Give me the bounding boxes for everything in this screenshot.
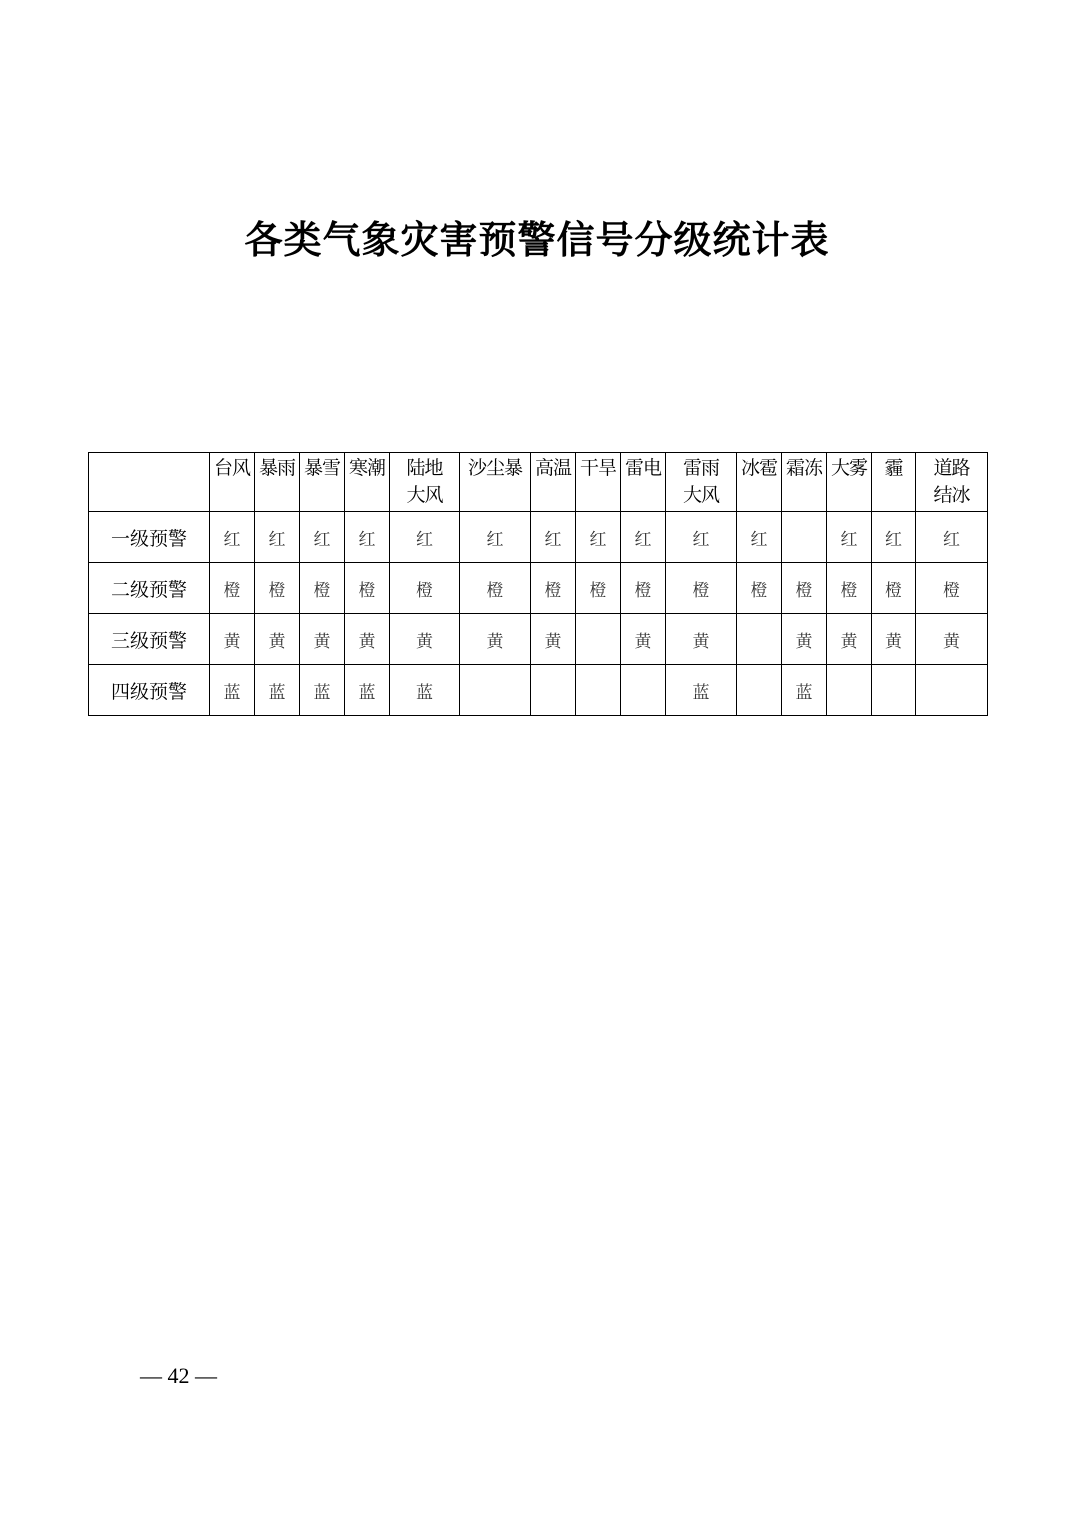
table-cell: 蓝 bbox=[782, 665, 827, 716]
column-header-line1: 寒潮 bbox=[348, 457, 385, 479]
table-cell: 橙 bbox=[210, 563, 255, 614]
table-cell: 橙 bbox=[737, 563, 782, 614]
column-header bbox=[737, 453, 782, 512]
table-row bbox=[89, 512, 988, 563]
column-header bbox=[666, 453, 737, 512]
table-cell bbox=[872, 665, 916, 716]
column-header bbox=[531, 453, 576, 512]
column-header-line1: 陆地 bbox=[406, 457, 443, 479]
table-cell: 红 bbox=[255, 512, 300, 563]
column-header bbox=[782, 453, 827, 512]
table-cell: 黄 bbox=[827, 614, 872, 665]
table-cell bbox=[576, 665, 621, 716]
table-cell: 红 bbox=[210, 512, 255, 563]
table-cell bbox=[621, 665, 666, 716]
table-cell: 黄 bbox=[390, 614, 460, 665]
page-number: — 42 — bbox=[140, 1363, 217, 1388]
table-cell: 红 bbox=[621, 512, 666, 563]
column-header bbox=[300, 453, 345, 512]
table-cell: 橙 bbox=[872, 563, 916, 614]
column-header bbox=[827, 453, 872, 512]
table-cell: 红 bbox=[916, 512, 988, 563]
table-cell bbox=[916, 665, 988, 716]
table-cell: 橙 bbox=[782, 563, 827, 614]
table-cell: 蓝 bbox=[255, 665, 300, 716]
document-title: 各类气象灾害预警信号分级统计表 bbox=[244, 217, 830, 262]
table-cell: 黄 bbox=[916, 614, 988, 665]
column-header bbox=[390, 453, 460, 512]
column-header-line1: 大雾 bbox=[830, 457, 867, 479]
column-header bbox=[255, 453, 300, 512]
column-header bbox=[621, 453, 666, 512]
column-header-line2: 大风 bbox=[406, 484, 443, 506]
row-label: 二级预警 bbox=[89, 563, 210, 614]
table-cell: 橙 bbox=[666, 563, 737, 614]
table-cell: 蓝 bbox=[345, 665, 390, 716]
table-cell: 红 bbox=[460, 512, 531, 563]
table-cell: 橙 bbox=[576, 563, 621, 614]
column-header-line2: 大风 bbox=[682, 484, 719, 506]
header-corner-cell bbox=[89, 453, 210, 512]
table-cell bbox=[827, 665, 872, 716]
column-header-line2: 结冰 bbox=[933, 484, 970, 506]
table-row bbox=[89, 614, 988, 665]
column-header-line1: 冰雹 bbox=[740, 457, 777, 479]
table-cell bbox=[737, 665, 782, 716]
table-cell bbox=[782, 512, 827, 563]
column-header-line1: 沙尘暴 bbox=[467, 457, 522, 479]
warning-signal-table bbox=[88, 452, 988, 716]
column-header bbox=[460, 453, 531, 512]
column-header bbox=[872, 453, 916, 512]
table-cell: 红 bbox=[872, 512, 916, 563]
table-cell: 黄 bbox=[210, 614, 255, 665]
table-cell: 红 bbox=[576, 512, 621, 563]
table-cell: 红 bbox=[737, 512, 782, 563]
table-cell: 黄 bbox=[255, 614, 300, 665]
table-cell: 橙 bbox=[300, 563, 345, 614]
table-cell: 黄 bbox=[460, 614, 531, 665]
table-cell bbox=[460, 665, 531, 716]
table-cell: 红 bbox=[390, 512, 460, 563]
table-cell bbox=[576, 614, 621, 665]
table-cell: 橙 bbox=[460, 563, 531, 614]
table-cell: 蓝 bbox=[390, 665, 460, 716]
column-header-line1: 雷雨 bbox=[682, 457, 719, 479]
table-cell: 黄 bbox=[621, 614, 666, 665]
column-header bbox=[576, 453, 621, 512]
table-cell bbox=[737, 614, 782, 665]
table-cell: 蓝 bbox=[210, 665, 255, 716]
column-header bbox=[916, 453, 988, 512]
column-header-line1: 霾 bbox=[884, 457, 903, 479]
table-body bbox=[89, 512, 988, 716]
table-cell: 黄 bbox=[782, 614, 827, 665]
column-header-line1: 霜冻 bbox=[785, 457, 822, 479]
table-row bbox=[89, 563, 988, 614]
table-cell: 橙 bbox=[827, 563, 872, 614]
column-header bbox=[345, 453, 390, 512]
column-header-line1: 高温 bbox=[534, 457, 571, 479]
table-cell: 蓝 bbox=[666, 665, 737, 716]
table-cell: 红 bbox=[345, 512, 390, 563]
column-header-line1: 干旱 bbox=[579, 457, 616, 479]
column-header-line1: 台风 bbox=[213, 457, 250, 479]
row-label: 三级预警 bbox=[89, 614, 210, 665]
header-row bbox=[89, 453, 988, 512]
table-cell: 红 bbox=[666, 512, 737, 563]
table-cell: 橙 bbox=[345, 563, 390, 614]
column-header-line1: 暴雨 bbox=[258, 457, 295, 479]
table-cell: 黄 bbox=[300, 614, 345, 665]
table-cell bbox=[531, 665, 576, 716]
table-cell: 黄 bbox=[872, 614, 916, 665]
row-label: 一级预警 bbox=[89, 512, 210, 563]
table-cell: 橙 bbox=[255, 563, 300, 614]
table-header bbox=[89, 453, 988, 512]
table-cell: 橙 bbox=[621, 563, 666, 614]
row-label: 四级预警 bbox=[89, 665, 210, 716]
table-cell: 橙 bbox=[531, 563, 576, 614]
table-cell: 蓝 bbox=[300, 665, 345, 716]
column-header-line1: 雷电 bbox=[624, 457, 661, 479]
table-cell: 红 bbox=[827, 512, 872, 563]
table-cell: 黄 bbox=[531, 614, 576, 665]
column-header-line1: 道路 bbox=[933, 457, 970, 479]
table-row bbox=[89, 665, 988, 716]
table-cell: 红 bbox=[300, 512, 345, 563]
column-header bbox=[210, 453, 255, 512]
table-cell: 黄 bbox=[345, 614, 390, 665]
table-cell: 橙 bbox=[916, 563, 988, 614]
table-cell: 红 bbox=[531, 512, 576, 563]
column-header-line1: 暴雪 bbox=[303, 457, 340, 479]
table-cell: 橙 bbox=[390, 563, 460, 614]
table-cell: 黄 bbox=[666, 614, 737, 665]
